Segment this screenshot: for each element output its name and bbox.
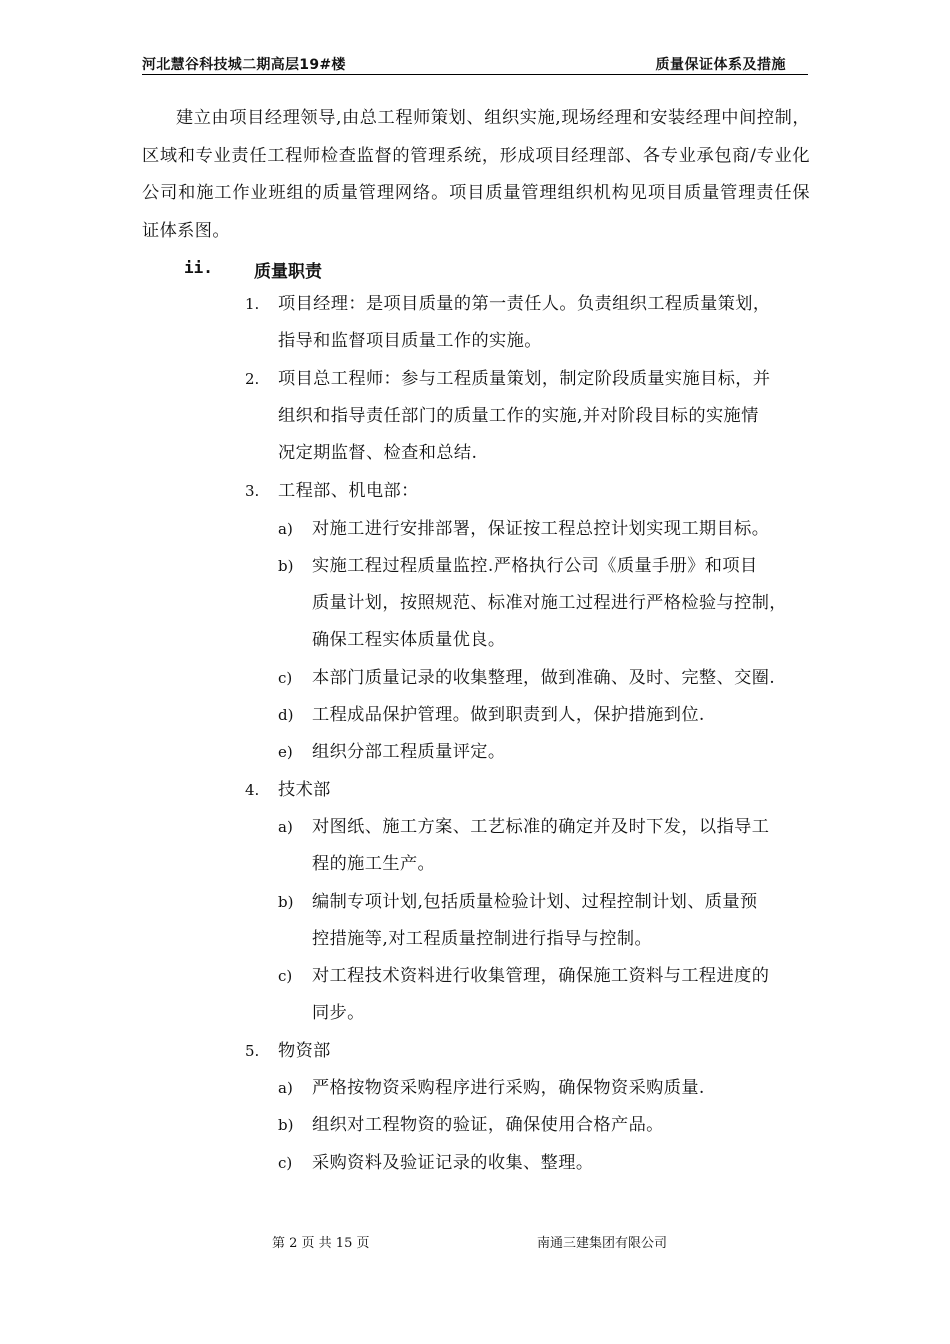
item-4a-marker: a) xyxy=(278,818,293,836)
item-3d-marker: d) xyxy=(278,706,294,724)
item-3c-marker: c) xyxy=(278,669,293,687)
page-header xyxy=(142,54,808,76)
section-title: 质量职责 xyxy=(254,262,322,282)
item-5-line-1: 物资部 xyxy=(278,1041,331,1061)
item-3c-line-1: 本部门质量记录的收集整理，做到准确、及时、完整、交圈. xyxy=(312,668,776,688)
item-3d-line-1: 工程成品保护管理。做到职责到人，保护措施到位. xyxy=(312,705,705,725)
item-3b-line-2: 质量计划，按照规范、标准对施工过程进行严格检验与控制， xyxy=(312,593,787,613)
item-1-line-2: 指导和监督项目质量工作的实施。 xyxy=(278,331,542,351)
item-5-number: 5. xyxy=(245,1042,260,1060)
item-3-line-1: 工程部、机电部： xyxy=(278,481,419,501)
item-5c-marker: c) xyxy=(278,1154,293,1172)
item-3e-line-1: 组织分部工程质量评定。 xyxy=(312,742,506,762)
item-3a-line-1: 对施工进行安排部署，保证按工程总控计划实现工期目标。 xyxy=(312,519,770,539)
item-4b-marker: b) xyxy=(278,893,294,911)
item-4-number: 4. xyxy=(245,781,260,799)
item-4c-line-2: 同步。 xyxy=(312,1003,365,1023)
item-3b-line-3: 确保工程实体质量优良。 xyxy=(312,630,506,650)
footer-page-number: 第 2 页 共 15 页 xyxy=(272,1236,370,1251)
footer-company: 南通三建集团有限公司 xyxy=(537,1236,668,1251)
item-5a-marker: a) xyxy=(278,1079,293,1097)
item-3b-marker: b) xyxy=(278,557,294,575)
item-4c-line-1: 对工程技术资料进行收集管理，确保施工资料与工程进度的 xyxy=(312,966,770,986)
item-4-line-1: 技术部 xyxy=(278,780,331,800)
item-3b-line-1: 实施工程过程质量监控.严格执行公司《质量手册》和项目 xyxy=(312,556,758,576)
header-project-title: 河北慧谷科技城二期高层19#楼 xyxy=(142,57,346,73)
item-4a-line-1: 对图纸、施工方案、工艺标准的确定并及时下发，以指导工 xyxy=(312,817,770,837)
item-1-number: 1. xyxy=(245,295,260,313)
item-3e-marker: e) xyxy=(278,743,293,761)
intro-paragraph: 建立由项目经理领导,由总工程师策划、组织实施,现场经理和安装经理中间控制，区域和专业责任工程师检查监督的管理系统，形成项目经理部、各专业承包商/专业化公司和施工作业班组的质量管理网络。项目质量管理组织机构见项目质量管理责任保证体系图。 xyxy=(142,108,810,241)
item-3a-marker: a) xyxy=(278,520,293,538)
header-section-title: 质量保证体系及措施 xyxy=(655,57,786,73)
item-4a-line-2: 程的施工生产。 xyxy=(312,854,436,874)
item-5a-line-1: 严格按物资采购程序进行采购，确保物资采购质量. xyxy=(312,1078,705,1098)
item-2-line-2: 组织和指导责任部门的质量工作的实施,并对阶段目标的实施情 xyxy=(278,406,759,426)
item-4c-marker: c) xyxy=(278,967,293,985)
item-4b-line-1: 编制专项计划,包括质量检验计划、过程控制计划、质量预 xyxy=(312,892,758,912)
section-number: ii. xyxy=(184,258,213,277)
item-2-number: 2. xyxy=(245,370,260,388)
item-1-line-1: 项目经理：是项目质量的第一责任人。负责组织工程质量策划， xyxy=(278,294,771,314)
item-5c-line-1: 采购资料及验证记录的收集、整理。 xyxy=(312,1153,594,1173)
item-3-number: 3. xyxy=(245,482,260,500)
document-body xyxy=(142,100,810,250)
item-2-line-1: 项目总工程师：参与工程质量策划，制定阶段质量实施目标，并 xyxy=(278,369,771,389)
item-5b-line-1: 组织对工程物资的验证，确保使用合格产品。 xyxy=(312,1115,664,1135)
item-2-line-3: 况定期监督、检查和总结. xyxy=(278,443,478,463)
item-5b-marker: b) xyxy=(278,1116,294,1134)
header-rule xyxy=(142,74,808,75)
item-4b-line-2: 控措施等,对工程质量控制进行指导与控制。 xyxy=(312,929,653,949)
